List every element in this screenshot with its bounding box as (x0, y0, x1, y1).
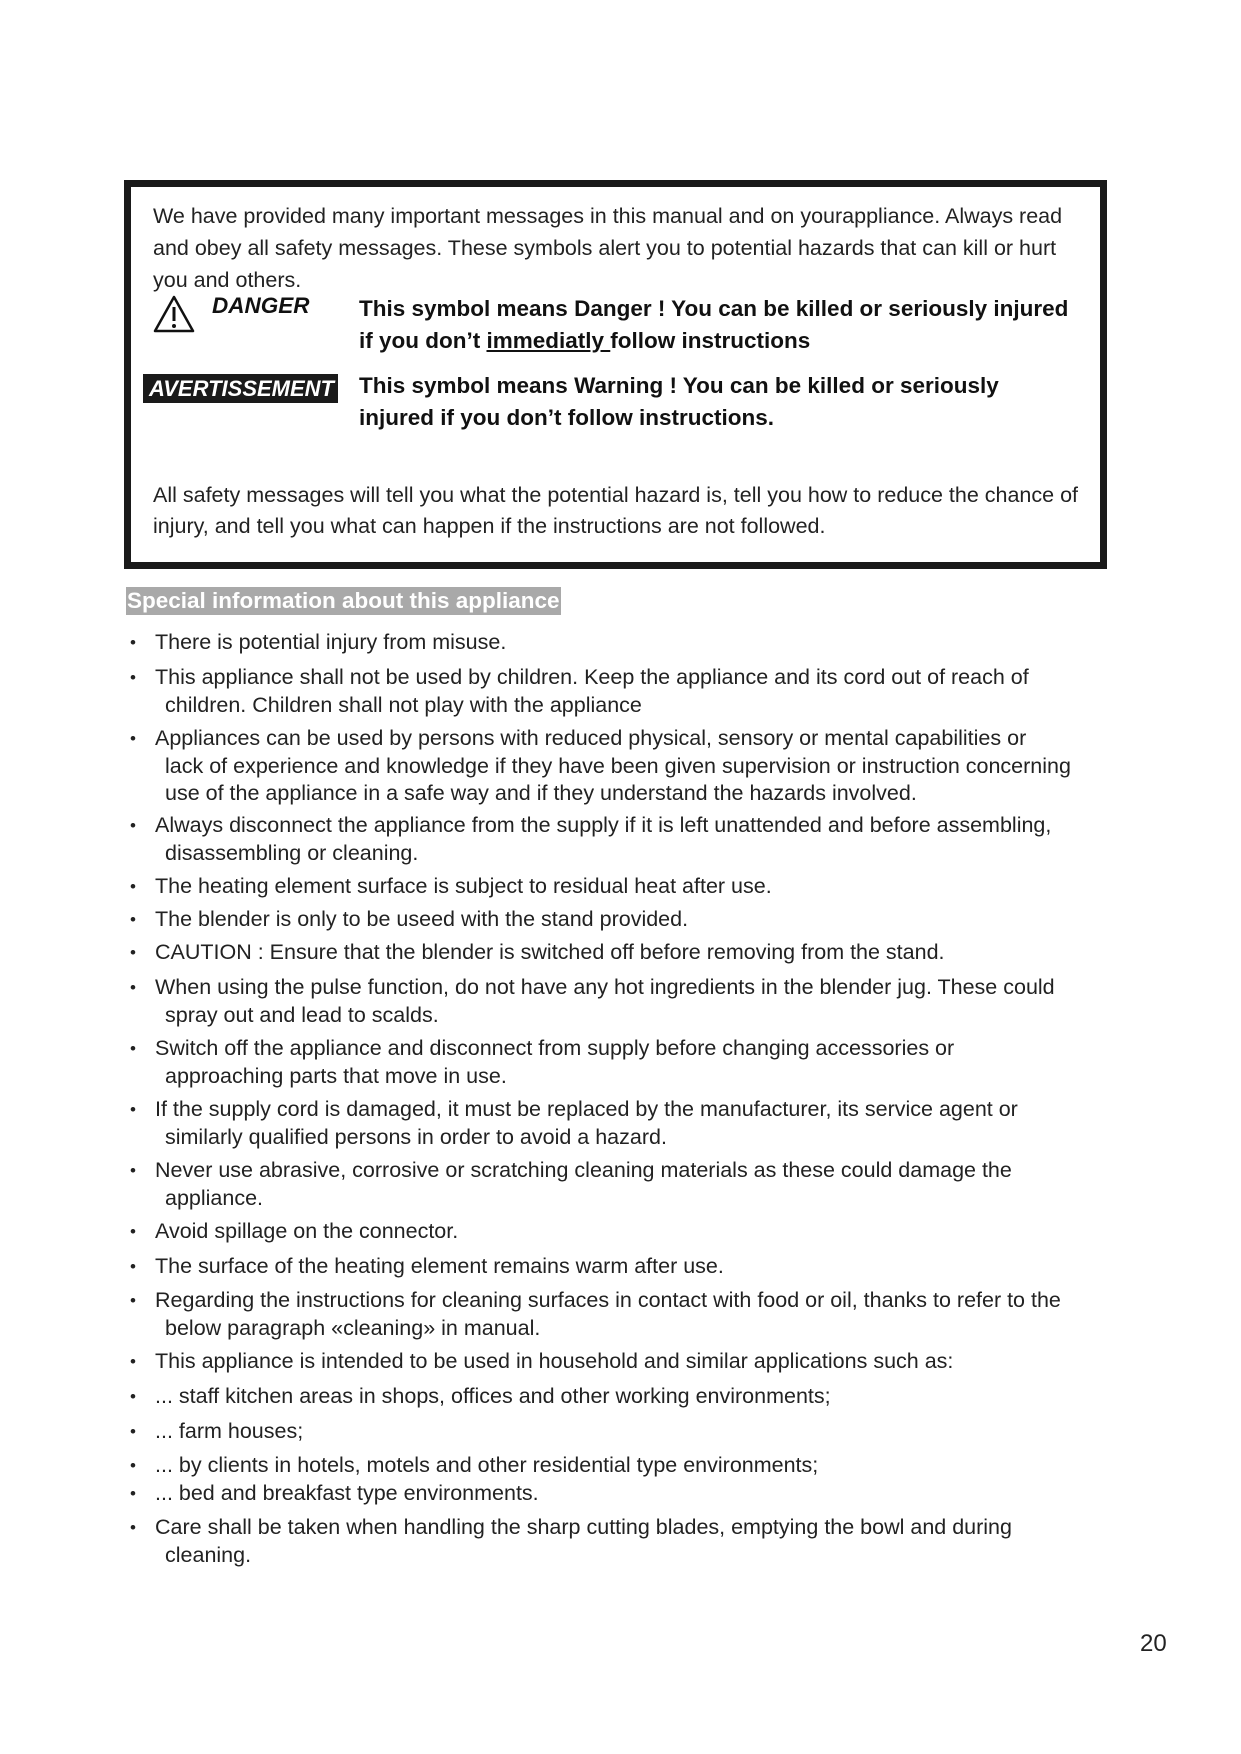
bullet-item (130, 1452, 1170, 1480)
bullet-text (155, 1287, 1170, 1342)
safety-outro-text: All safety messages will tell you what the potential hazard is, tell you how to reduce the chance of injury, and tell you what can happen if the instructions are not followed. (153, 483, 1079, 538)
bullet-text (155, 629, 1170, 657)
bullet-text (155, 873, 1170, 901)
bullet-line: lack of experience and knowledge if they have been given supervision or instruction concerning (165, 753, 1071, 778)
bullet-dot-icon: • (130, 910, 136, 929)
bullet-line: children. Children shall not play with the appliance (165, 692, 642, 717)
danger-text-part2: follow instructions (610, 328, 811, 353)
bullet-item (130, 664, 1170, 719)
bullet-item (130, 1287, 1170, 1342)
bullet-dot-icon: • (130, 943, 136, 962)
bullet-item (130, 1218, 1170, 1246)
bullet-line: This appliance shall not be used by children. Keep the appliance and its cord out of reach of (155, 665, 1029, 689)
bullet-text (155, 974, 1170, 1029)
bullet-item (130, 1348, 1170, 1376)
bullet-text (155, 1096, 1170, 1151)
bullet-item (130, 1157, 1170, 1212)
bullet-line: Care shall be taken when handling the sharp cutting blades, emptying the bowl and during (155, 1515, 1012, 1539)
bullet-line: CAUTION : Ensure that the blender is switched off before removing from the stand. (155, 940, 945, 964)
bullet-text (155, 812, 1170, 867)
bullet-dot-icon: • (130, 1161, 136, 1180)
bullet-dot-icon: • (130, 1222, 136, 1241)
bullet-line: Switch off the appliance and disconnect from supply before changing accessories or (155, 1036, 955, 1060)
bullet-text (155, 1348, 1170, 1376)
bullet-item (130, 1514, 1170, 1569)
bullet-item (130, 1253, 1170, 1281)
bullet-line: Avoid spillage on the connector. (155, 1219, 459, 1243)
bullet-dot-icon: • (130, 816, 136, 835)
bullet-item (130, 629, 1170, 657)
bullet-line: ... bed and breakfast type environments. (155, 1481, 539, 1505)
bullet-dot-icon: • (130, 668, 136, 687)
bullet-line: There is potential injury from misuse. (155, 630, 507, 654)
bullet-item (130, 939, 1170, 967)
bullet-dot-icon: • (130, 633, 136, 652)
bullet-line: Never use abrasive, corrosive or scratching cleaning materials as these could damage the (155, 1158, 1012, 1182)
bullet-dot-icon: • (130, 1518, 136, 1537)
bullet-line: If the supply cord is damaged, it must be replaced by the manufacturer, its service agent or (155, 1097, 1018, 1121)
bullet-item (130, 1480, 1170, 1508)
bullet-dot-icon: • (130, 1387, 136, 1406)
bullet-line: spray out and lead to scalds. (165, 1002, 439, 1027)
bullet-item (130, 1418, 1170, 1446)
bullet-item (130, 1383, 1170, 1411)
safety-messages-box (124, 180, 1107, 569)
bullet-line: Appliances can be used by persons with reduced physical, sensory or mental capabilities or (155, 726, 1027, 750)
bullet-line: The heating element surface is subject to residual heat after use. (155, 874, 772, 898)
bullet-line: ... farm houses; (155, 1419, 304, 1443)
bullet-item (130, 1096, 1170, 1151)
danger-label: DANGER (212, 293, 310, 318)
bullet-line: use of the appliance in a safe way and if they understand the hazards involved. (165, 781, 917, 805)
bullet-text (155, 1452, 1170, 1480)
avertissement-label: AVERTISSEMENT (143, 374, 338, 403)
bullet-item (130, 812, 1170, 867)
bullet-item (130, 1035, 1170, 1090)
bullet-line: Regarding the instructions for cleaning surfaces in contact with food or oil, thanks to refer to the (155, 1288, 1061, 1312)
warning-triangle-icon (153, 295, 195, 333)
bullet-text (155, 1514, 1170, 1569)
bullet-text (155, 725, 1170, 808)
bullet-line: approaching parts that move in use. (165, 1063, 507, 1088)
danger-row (131, 291, 1091, 361)
warning-description: This symbol means Warning ! You can be killed or seriously injured if you don’t follow instructions. (359, 373, 999, 430)
danger-text-part1: This symbol means Danger ! You can be killed or seriously injured if you don’t (359, 296, 1069, 353)
bullet-dot-icon: • (130, 1291, 136, 1310)
bullet-line: This appliance is intended to be used in household and similar applications such as: (155, 1349, 954, 1373)
bullet-item (130, 873, 1170, 901)
bullet-line: disassembling or cleaning. (165, 840, 419, 865)
bullet-text (155, 664, 1170, 719)
bullet-line: ... by clients in hotels, motels and other residential type environments; (155, 1453, 819, 1477)
page-number: 20 (1140, 1630, 1167, 1657)
bullet-text (155, 1157, 1170, 1212)
bullet-line: appliance. (165, 1185, 264, 1210)
bullet-dot-icon: • (130, 1484, 136, 1503)
danger-text-underlined: immediatly (486, 328, 611, 353)
bullet-dot-icon: • (130, 1352, 136, 1371)
bullet-line: When using the pulse function, do not have any hot ingredients in the blender jug. These could (155, 975, 1055, 999)
bullet-text (155, 1218, 1170, 1246)
bullet-line: cleaning. (165, 1542, 252, 1567)
bullet-dot-icon: • (130, 1456, 136, 1475)
bullet-item (130, 725, 1170, 808)
bullet-dot-icon: • (130, 1257, 136, 1276)
bullet-dot-icon: • (130, 978, 136, 997)
bullet-text (155, 1035, 1170, 1090)
bullet-dot-icon: • (130, 729, 136, 748)
bullet-text (155, 1253, 1170, 1281)
bullet-text (155, 1480, 1170, 1508)
bullet-text (155, 1418, 1170, 1446)
bullet-line: The surface of the heating element remains warm after use. (155, 1254, 724, 1278)
bullet-dot-icon: • (130, 1422, 136, 1441)
bullet-line: Always disconnect the appliance from the supply if it is left unattended and before assembling, (155, 813, 1052, 837)
bullet-line: ... staff kitchen areas in shops, offices and other working environments; (155, 1384, 831, 1408)
bullet-line: The blender is only to be useed with the stand provided. (155, 907, 689, 931)
safety-intro-text: We have provided many important messages in this manual and on yourappliance. Always read and obey all safety messages. These symbols alert you to potential hazards that can kill or hurt you and others. (153, 204, 1063, 292)
bullet-item (130, 906, 1170, 934)
section-heading: Special information about this appliance (127, 588, 560, 613)
bullet-dot-icon: • (130, 1100, 136, 1119)
bullet-dot-icon: • (130, 1039, 136, 1058)
bullet-line: similarly qualified persons in order to avoid a hazard. (165, 1124, 667, 1149)
bullet-dot-icon: • (130, 877, 136, 896)
bullet-text (155, 906, 1170, 934)
danger-description (359, 293, 1079, 357)
warning-row (131, 368, 1091, 438)
bullet-text (155, 939, 1170, 967)
bullet-text (155, 1383, 1170, 1411)
bullet-item (130, 974, 1170, 1029)
bullet-line: below paragraph «cleaning» in manual. (165, 1315, 541, 1340)
